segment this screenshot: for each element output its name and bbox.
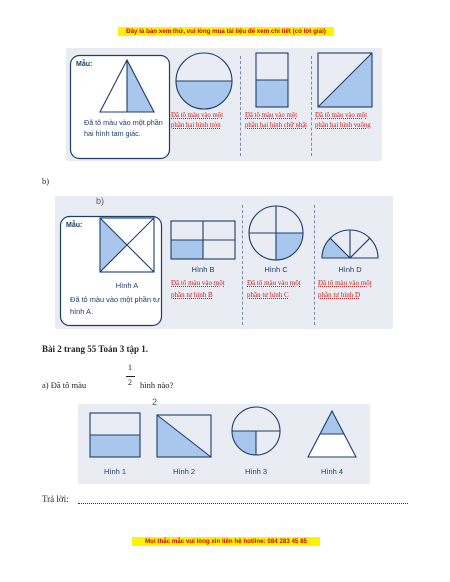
fraction-numerator: 1 bbox=[128, 363, 132, 372]
mau-label-a: Mẫu: bbox=[76, 61, 93, 68]
circle-quarter-shaded-icon bbox=[248, 205, 304, 261]
answer-square: Đã tô màu vào một phần hai hình vuông bbox=[315, 112, 371, 129]
answer-rectangle: Đã tô màu vào một phần hai hình chữ nhật bbox=[245, 112, 308, 129]
divider bbox=[242, 205, 243, 325]
fraction-denominator: 2 bbox=[128, 378, 132, 387]
figure-b-caption: Hình B bbox=[191, 265, 215, 274]
rectangle-quarter-shaded-icon bbox=[170, 220, 236, 260]
rectangle-half-shaded-icon bbox=[89, 412, 141, 458]
question-prefix: a) Đã tô màu bbox=[42, 380, 87, 390]
fraction-bar bbox=[126, 376, 135, 377]
divider bbox=[311, 56, 312, 156]
figure-4-caption: Hình 4 bbox=[320, 467, 344, 476]
answer-label: Trả lời: bbox=[42, 494, 69, 504]
question-suffix: hình nào? bbox=[140, 380, 174, 390]
figure-1-caption: Hình 1 bbox=[103, 467, 127, 476]
answer-figure-b: Đã tô màu vào một phần tư hình B bbox=[171, 279, 225, 299]
exercise-2-title: Bài 2 trang 55 Toán 3 tập 1. bbox=[42, 344, 149, 354]
answer-figure-c: Đã tô màu vào một phần tư hình C bbox=[247, 279, 301, 299]
mau-text-b: Đã tô màu vào một phần tư hình A. bbox=[70, 295, 160, 317]
square-quarter-shaded-icon bbox=[99, 217, 155, 273]
circle-half-shaded-icon bbox=[175, 52, 233, 110]
answer-circle: Đã tô màu vào một phần hai hình tròn bbox=[171, 112, 224, 129]
figure-c-caption: Hình C bbox=[264, 265, 288, 274]
divider bbox=[314, 205, 315, 325]
rectangle-diagonal-shaded-icon bbox=[156, 414, 212, 458]
divider bbox=[240, 56, 241, 156]
preview-banner: Đây là bản xem thử, vui lòng mua tài liệu để xem chi tiết (có lời giải) bbox=[118, 27, 334, 36]
figure-d-caption: Hình D bbox=[338, 265, 362, 274]
circle-quarter-shaded-icon bbox=[231, 406, 281, 456]
part-b-label: b) bbox=[42, 176, 50, 186]
semicircle-quarter-shaded-icon bbox=[320, 228, 380, 260]
figure-3-caption: Hình 3 bbox=[244, 467, 268, 476]
answer-figure-d: Đã tô màu vào một phần tư hình D bbox=[318, 279, 372, 299]
rectangle-half-shaded-icon bbox=[255, 52, 289, 108]
triangle-top-shaded-icon bbox=[307, 410, 357, 458]
figure-2-caption: Hình 2 bbox=[172, 467, 196, 476]
mau-text-a: Đã tô màu vào một phần hai hình tam giác. bbox=[84, 118, 163, 139]
hotline-banner: Mọi thắc mắc vui lòng xin liên hệ hotline: 084 283 45 85 bbox=[132, 537, 320, 546]
mau-label-b: Mẫu: bbox=[66, 222, 83, 229]
inner-b-letter: b) bbox=[96, 196, 105, 206]
panel-corner-number: 2 bbox=[152, 397, 158, 407]
square-half-shaded-icon bbox=[317, 52, 373, 108]
figure-a-caption: Hình A bbox=[115, 281, 139, 290]
answer-line[interactable] bbox=[78, 503, 408, 504]
triangle-half-shaded-icon bbox=[98, 58, 156, 114]
